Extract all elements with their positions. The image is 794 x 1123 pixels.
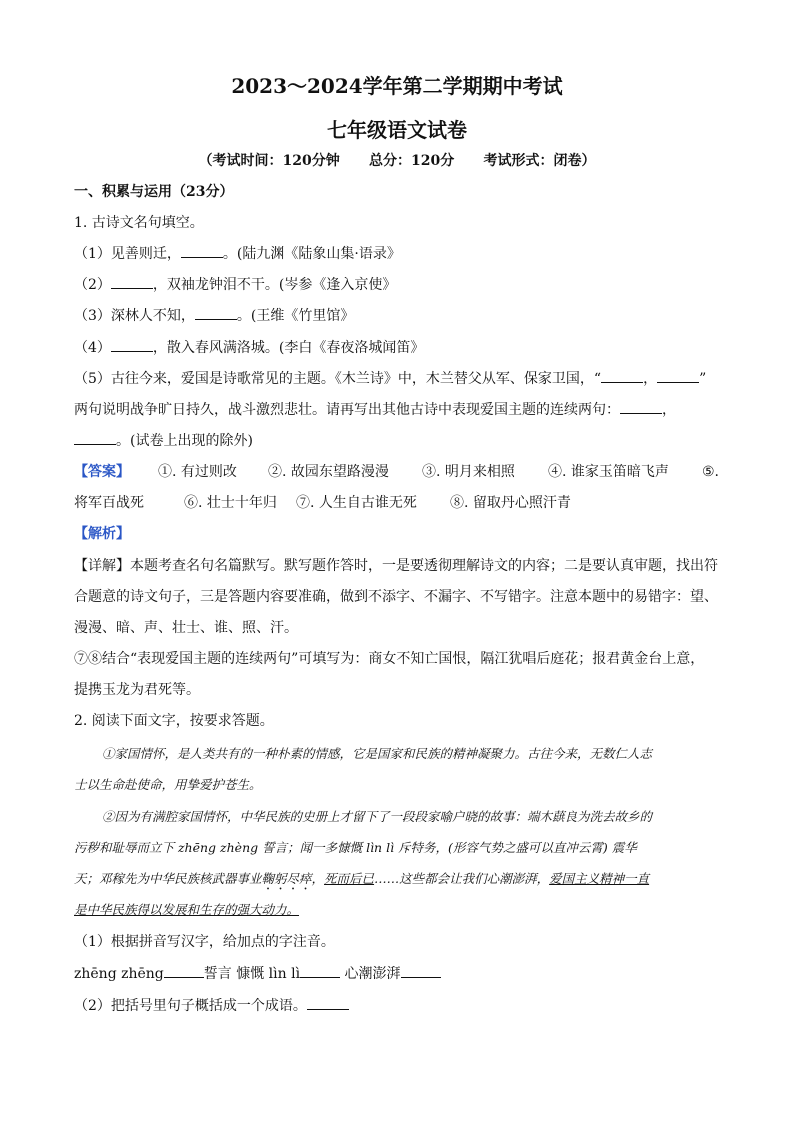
q1-line-7: 。(试卷上出现的除外): [74, 430, 253, 451]
passage-para-2b: 污秽和耻辱而立下 zhēng zhèng 誓言；闻一多慷慨 lìn lì 斥特务，(形容气势之盛可以直冲云霄) 震华: [74, 840, 637, 855]
passage-para-2d: 是中华民族得以发展和生存的强大动力。: [74, 902, 300, 917]
answer-line-2: 将军百战死 ⑥. 壮士十年归 ⑦. 人生自古谁无死 ⑧. 留取丹心照汗青: [74, 495, 571, 511]
q2-sub-2: （2）把括号里句子概括成一个成语。: [74, 995, 349, 1016]
q1-line-6: 两句说明战争旷日持久，战斗激烈悲壮。请再写出其他古诗中表现爱国主题的连续两句： ，: [74, 399, 676, 420]
exam-subtitle: 七年级语文试卷: [327, 118, 467, 142]
q2-sub-1: （1）根据拼音写汉字，给加点的字注音。: [74, 934, 335, 950]
passage-para-1a: ①家国情怀，是人类共有的一种朴素的情感，它是国家和民族的精神凝聚力。古往今来，无数仁人志: [102, 746, 653, 761]
answer-blank: [195, 305, 237, 320]
analysis-line-5: 提携玉龙为君死等。: [74, 682, 200, 698]
q1-line-5: （5）古往今来，爱国是诗歌常见的主题。《木兰诗》中，木兰替父从军、保家卫国，“ ， ”: [74, 368, 706, 389]
q2-stem: 2. 阅读下面文字，按要求答题。: [74, 713, 274, 729]
q1-line-2: （2） ，双袖龙钟泪不干。(岑参《逢入京使》: [74, 274, 396, 295]
analysis-line-2: 合题意的诗文句子，三是答题内容要准确，做到不添字、不漏字、不写错字。注意本题中的易错字：望、: [74, 589, 718, 605]
dotted-words: 鞠躬尽瘁: [261, 871, 312, 886]
passage-para-2a: ②因为有满腔家国情怀，中华民族的史册上才留下了一段段家喻户晓的故事：端木蕻良为洗去故乡的: [102, 809, 653, 824]
answer-blank: [601, 368, 643, 383]
answer-line-1: 【答案】 ①. 有过则改 ②. 故园东望路漫漫 ③. 明月来相照 ④. 谁家玉笛暗飞声 ⑤.: [74, 464, 720, 480]
exam-meta: （考试时间：120分钟 总分：120分 考试形式：闭卷）: [198, 153, 596, 169]
answer-blank: [74, 430, 116, 445]
q1-line-4: （4） ，散入春风满洛城。(李白《春夜洛城闻笛》: [74, 337, 424, 358]
answer-blank: [164, 963, 204, 978]
answer-blank: [307, 995, 349, 1010]
analysis-line-4: ⑦⑧结合“表现爱国主题的连续两句”可填写为：商女不知亡国恨，隔江犹唱后庭花；报君黄金台上意，: [74, 651, 705, 667]
answer-blank: [300, 963, 340, 978]
answer-blank: [401, 963, 441, 978]
answer-blank: [620, 399, 662, 414]
q1-line-3: （3）深林人不知， 。(王维《竹里馆》: [74, 305, 354, 326]
analysis-line-1: 【详解】本题考查名句名篇默写。默写题作答时，一是要透彻理解诗文的内容；二是要认真审题，找出符: [74, 558, 718, 574]
answer-tag: 【答案】: [74, 464, 130, 480]
answer-blank: [111, 274, 153, 289]
q1-line-1: （1）见善则迁， 。(陆九渊《陆象山集·语录》: [74, 243, 401, 264]
exam-title: 2023～2024学年第二学期期中考试: [231, 74, 563, 98]
section-heading: 一、积累与运用（23分）: [74, 184, 234, 200]
passage-para-1b: 士以生命赴使命，用挚爱护苍生。: [74, 777, 262, 792]
q1-stem: 1. 古诗文名句填空。: [74, 215, 204, 231]
q2-sub-1-answers: zhēng zhēng 誓言 慷慨 lìn lì 心潮澎湃: [74, 963, 441, 984]
underlined-sentence: 爱国主义精神一直: [549, 871, 650, 886]
answer-blank: [657, 368, 699, 383]
answer-blank: [111, 337, 153, 352]
passage-para-2c: 天；邓稼先为中华民族核武器事业鞠躬尽瘁，死而后已……这些都会让我们心潮澎湃，爱国主义精神一直: [74, 871, 650, 886]
answer-blank: [181, 243, 223, 258]
underlined-words: 死而后已: [324, 871, 375, 886]
analysis-tag: 【解析】: [74, 526, 130, 542]
analysis-line-3: 漫漫、暗、声、壮士、谁、照、汗。: [74, 620, 298, 636]
